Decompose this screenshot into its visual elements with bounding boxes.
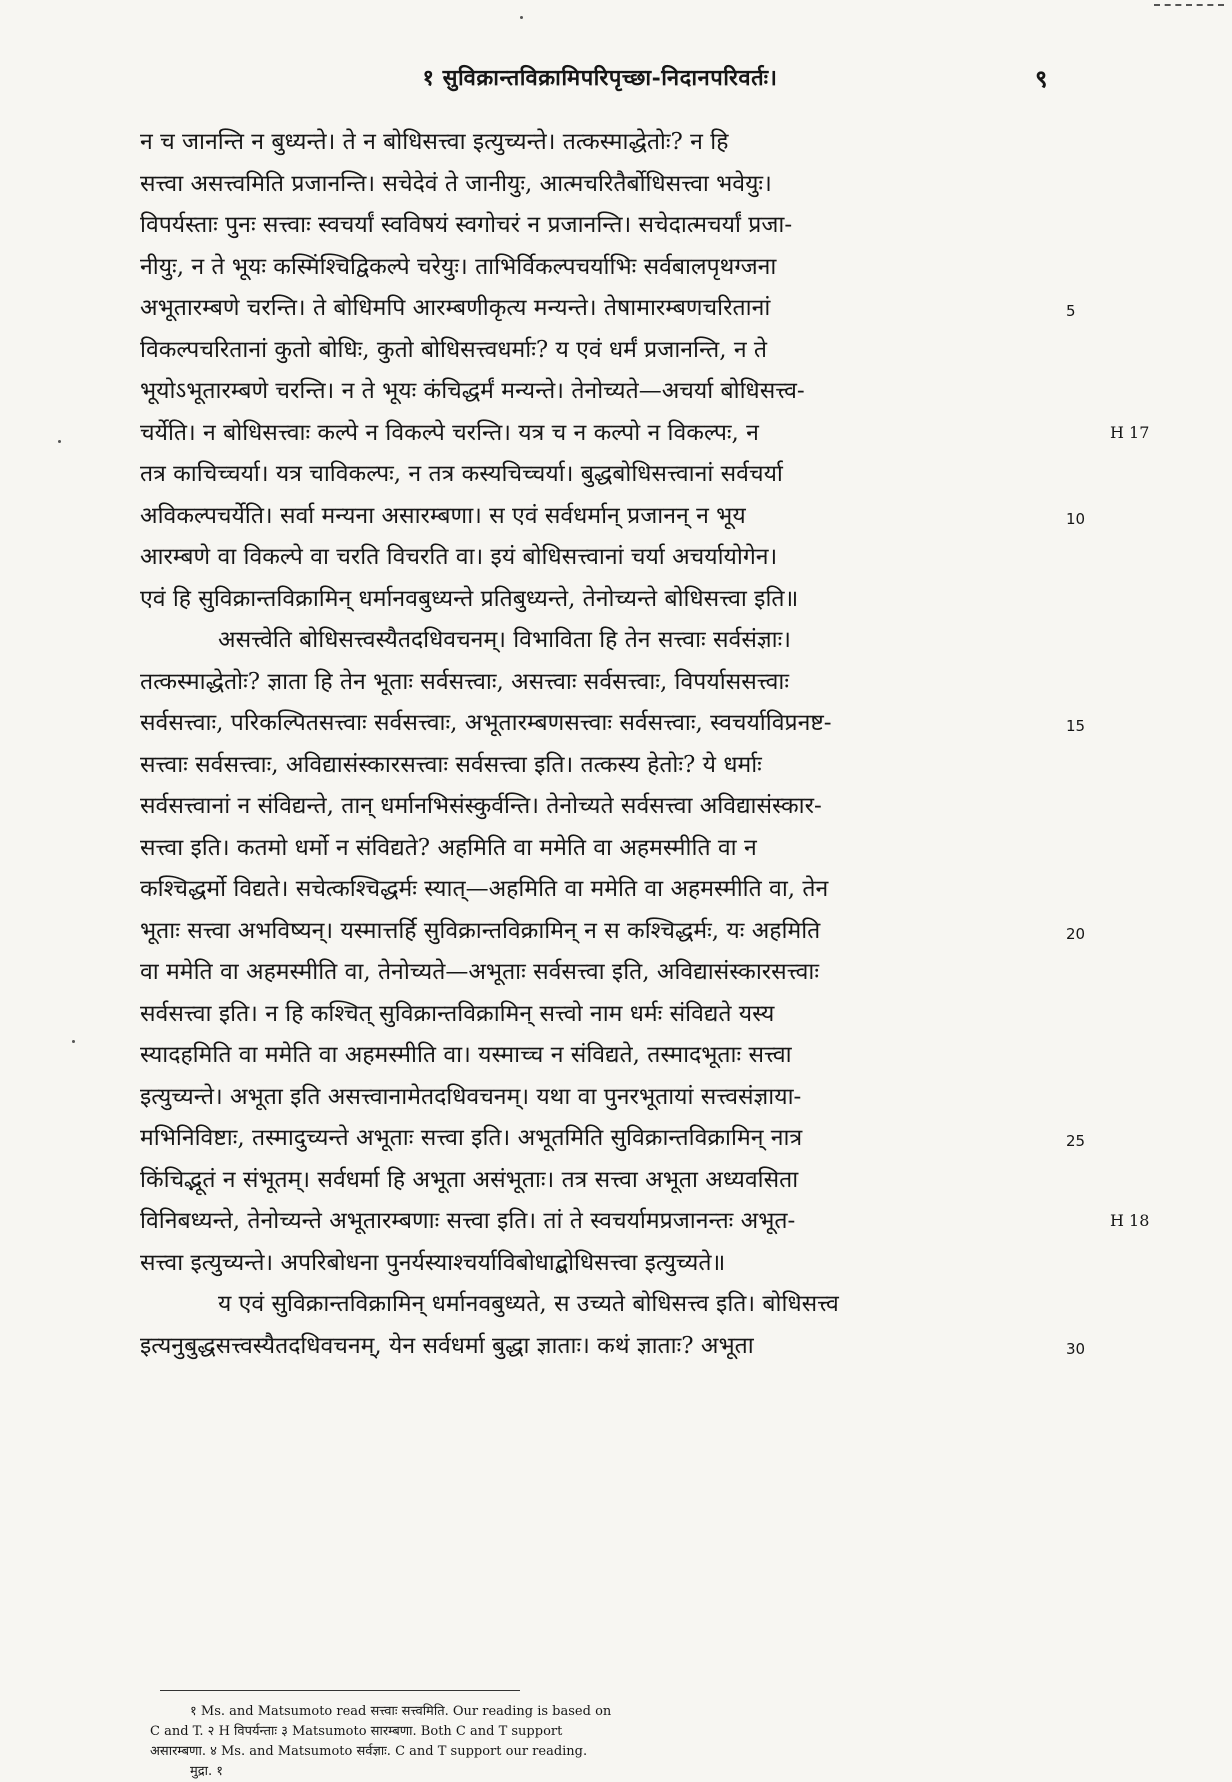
line-number: 25	[1066, 1132, 1086, 1150]
text-line: इत्युच्यन्ते। अभूता इति असत्त्वानामेतदधिवचनम्। यथा वा पुनरभूतायां सत्त्वसंज्ञाया-	[140, 1083, 802, 1110]
footnote-line: मुद्रा. १	[190, 1764, 224, 1779]
footnotes	[150, 1702, 1030, 1782]
text-line: सत्त्वा असत्त्वमिति प्रजानन्ति। सचेदेवं ते जानीयुः, आत्मचरितैर्बोधिसत्त्वा भवेयुः।	[140, 170, 772, 197]
text-line: तत्र काचिच्चर्या। यत्र चाविकल्पः, न तत्र कस्यचिच्चर्या। बुद्धबोधिसत्त्वानां सर्वचर्या	[140, 461, 783, 487]
text-line: वा ममेति वा अहमस्मीति वा, तेनोच्यते—अभूताः सर्वसत्त्वा इति, अविद्यासंस्कारसत्त्वाः	[140, 959, 819, 985]
text-line: सत्त्वा इति। कतमो धर्मो न संविद्यते? अहमिति वा ममेति वा अहमस्मीति वा न	[140, 834, 757, 861]
text-line: अविकल्पचर्येति। सर्वा मन्यना असारम्बणा। स एवं सर्वधर्मान् प्रजानन् न भूय	[140, 502, 746, 529]
margin-reference: H 17	[1110, 422, 1150, 442]
line-number: 15	[1066, 717, 1086, 735]
scan-speck	[72, 1040, 75, 1043]
top-edge-mark	[1154, 4, 1224, 6]
line-number: 10	[1066, 509, 1086, 528]
margin-reference: H 18	[1110, 1211, 1150, 1230]
text-line: भूयोऽभूतारम्बणे चरन्ति। न ते भूयः कंचिद्धर्मं मन्यन्ते। तेनोच्यते—अचर्या बोधिसत्त्व-	[140, 378, 805, 404]
footnote-line: १ Ms. and Matsumoto read सत्त्वाः सत्त्वमिति. Our reading is based on	[190, 1704, 612, 1719]
line-number: 30	[1066, 1339, 1086, 1358]
line-number: 5	[1066, 302, 1076, 320]
text-line: नीयुः, न ते भूयः कस्मिंश्चिद्विकल्पे चरेयुः। ताभिर्विकल्पचर्याभिः सर्वबालपृथग्जना	[140, 253, 777, 280]
footnote-line: असारम्बणा. ४ Ms. and Matsumoto सर्वज्ञाः. C and T support our reading.	[150, 1744, 588, 1759]
line-number: 20	[1066, 924, 1086, 943]
text-line: अभूतारम्बणे चरन्ति। ते बोधिमपि आरम्बणीकृत्य मन्यन्ते। तेषामारम्बणचरितानां	[140, 295, 771, 321]
scan-speck	[58, 440, 61, 443]
text-line: सत्त्वा इत्युच्यन्ते। अपरिबोधना पुनर्यस्याश्चर्याविबोधाद्बोधिसत्त्वा इत्युच्यते॥	[140, 1249, 726, 1276]
text-line: विकल्पचरितानां कुतो बोधिः, कुतो बोधिसत्त्वधर्माः? य एवं धर्मं प्रजानन्ति, न ते	[140, 336, 768, 363]
text-line: विनिबध्यन्ते, तेनोच्यन्ते अभूतारम्बणाः सत्त्वा इति। तां ते स्वचर्यामप्रजानन्तः अभूत-	[140, 1208, 796, 1234]
text-line: स्यादहमिति वा ममेति वा अहमस्मीति वा। यस्माच्च न संविद्यते, तस्मादभूताः सत्त्वा	[140, 1042, 792, 1068]
text-line: एवं हि सुविक्रान्तविक्रामिन् धर्मानवबुध्यन्ते प्रतिबुध्यन्ते, तेनोच्यन्ते बोधिसत्त्वा इति॥	[140, 585, 799, 612]
text-line: सर्वसत्त्वाः, परिकल्पितसत्त्वाः सर्वसत्त्वाः, अभूतारम्बणसत्त्वाः सर्वसत्त्वाः, स्वचर्याविप्रनष्ट-	[140, 710, 832, 736]
text-line: आरम्बणे वा विकल्पे वा चरति विचरति वा। इयं बोधिसत्त्वानां चर्या अचर्यायोगेन।	[140, 544, 778, 570]
page-number: ९	[1035, 64, 1048, 93]
main-text	[140, 122, 1060, 1367]
text-line: असत्त्वेति बोधिसत्त्वस्यैतदधिवचनम्। विभाविता हि तेन सत्त्वाः सर्वसंज्ञाः।	[218, 627, 791, 653]
text-line: तत्कस्माद्धेतोः? ज्ञाता हि तेन भूताः सर्वसत्त्वाः, असत्त्वाः सर्वसत्त्वाः, विपर्याससत्त्वाः	[140, 668, 790, 695]
text-line: इत्यनुबुद्धसत्त्वस्यैतदधिवचनम्, येन सर्वधर्मा बुद्धा ज्ञाताः। कथं ज्ञाताः? अभूता	[140, 1332, 754, 1359]
text-line: कश्चिद्धर्मो विद्यते। सचेत्कश्चिद्धर्मः स्यात्—अहमिति वा ममेति वा अहमस्मीति वा, तेन	[140, 876, 829, 902]
text-line: भूताः सत्त्वा अभविष्यन्। यस्मात्तर्हि सुविक्रान्तविक्रामिन् न स कश्चिद्धर्मः, यः अहमिति	[140, 917, 821, 944]
text-line: सर्वसत्त्वा इति। न हि कश्चित् सुविक्रान्तविक्रामिन् सत्त्वो नाम धर्मः संविद्यते यस्य	[140, 1000, 775, 1027]
footnote-line: C and T. २ H विपर्यन्ताः ३ Matsumoto सारम्बणा. Both C and T support	[150, 1724, 563, 1739]
text-line: मभिनिविष्टाः, तस्मादुच्यन्ते अभूताः सत्त्वा इति। अभूतमिति सुविक्रान्तविक्रामिन् नात्र	[140, 1125, 803, 1151]
text-line: किंचिद्भूतं न संभूतम्। सर्वधर्मा हि अभूता असंभूताः। तत्र सत्त्वा अभूता अध्यवसिता	[140, 1166, 799, 1193]
text-line: य एवं सुविक्रान्तविक्रामिन् धर्मानवबुध्यते, स उच्यते बोधिसत्त्व इति। बोधिसत्त्व	[218, 1291, 839, 1317]
text-line: सत्त्वाः सर्वसत्त्वाः, अविद्यासंस्कारसत्त्वाः सर्वसत्त्वा इति। तत्कस्य हेतोः? ये धर्माः	[140, 751, 762, 778]
scan-speck	[520, 16, 523, 19]
text-line: विपर्यस्ताः पुनः सत्त्वाः स्वचर्यां स्वविषयं स्वगोचरं न प्रजानन्ति। सचेदात्मचर्यां प्रजा-	[140, 212, 793, 238]
text-line: सर्वसत्त्वानां न संविद्यन्ते, तान् धर्मानभिसंस्कुर्वन्ति। तेनोच्यते सर्वसत्त्वा अविद्यासंस्कार-	[140, 793, 822, 819]
text-line: चर्येति। न बोधिसत्त्वाः कल्पे न विकल्पे चरन्ति। यत्र च न कल्पो न विकल्पः, न	[140, 419, 759, 446]
text-line: न च जानन्ति न बुध्यन्ते। ते न बोधिसत्त्वा इत्युच्यन्ते। तत्कस्माद्धेतोः? न हि	[140, 129, 729, 155]
running-header: १ सुविक्रान्तविक्रामिपरिपृच्छा-निदानपरिवर्तः।	[422, 65, 778, 91]
footnote-rule	[160, 1690, 520, 1691]
